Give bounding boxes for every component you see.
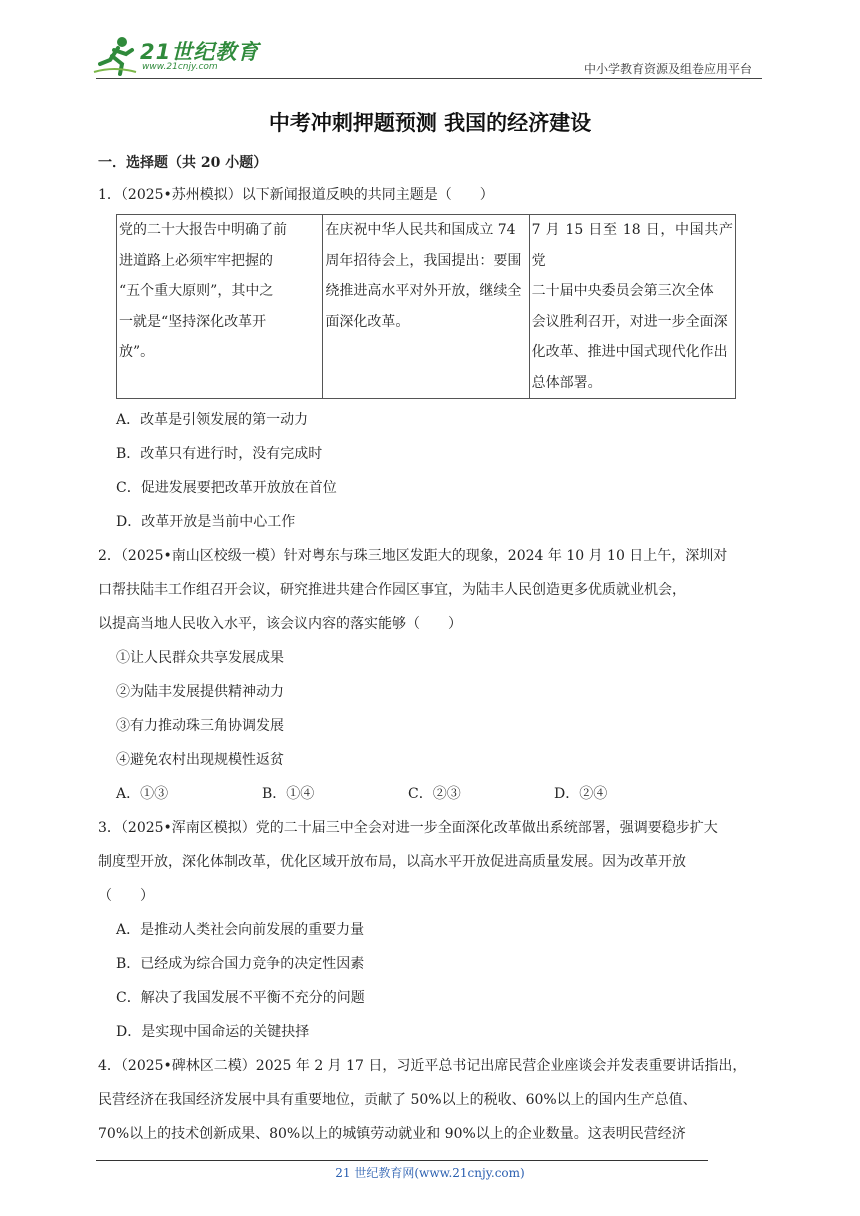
news-cell-3 xyxy=(529,215,735,399)
statement-item: ②为陆丰发展提供精神动力 xyxy=(116,684,284,700)
question-stem-line: 民营经济在我国经济发展中具有重要地位，贡献了 50%以上的税收、60%以上的国内生产总值、 xyxy=(98,1092,697,1108)
option-b[interactable]: B．①④ xyxy=(262,786,315,802)
cell-line: 绕推进高水平对外开放，继续全 xyxy=(325,283,522,299)
question-stem-line: 2．（2025•南山区校级一模）针对粤东与珠三地区发距大的现象，2024 年 10 月 10 日上午，深圳对 xyxy=(98,548,728,564)
page-header xyxy=(0,0,860,82)
option-b[interactable]: B．已经成为综合国力竞争的决定性因素 xyxy=(116,956,365,972)
news-cell-2 xyxy=(323,215,529,399)
cell-line: 进道路上必须牢牢把握的 xyxy=(119,252,273,269)
document-title: 中考冲刺押题预测 我国的经济建设 xyxy=(268,110,592,135)
footer-divider xyxy=(96,1160,708,1161)
option-d[interactable]: D．改革开放是当前中心工作 xyxy=(116,514,296,530)
question-stem-line: 以提高当地人民收入水平，该会议内容的落实能够（ ） xyxy=(98,616,462,632)
choice-row xyxy=(98,777,766,811)
option-b[interactable]: B．改革只有进行时，没有完成时 xyxy=(116,446,323,462)
news-table xyxy=(116,214,736,399)
header-divider xyxy=(96,78,762,79)
cell-line: 7 月 15 日至 18 日，中国共产党 xyxy=(531,222,733,269)
question-1 xyxy=(98,178,766,539)
cell-line: 二十届中央委员会第三次全体 xyxy=(531,283,714,299)
option-d[interactable]: D．是实现中国命运的关键抉择 xyxy=(116,1024,310,1040)
option-a[interactable]: A．是推动人类社会向前发展的重要力量 xyxy=(116,922,365,938)
cell-line: 会议胜利召开，对进一步全面深 xyxy=(531,313,728,330)
cell-line: 面深化改革。 xyxy=(325,313,410,330)
option-a[interactable]: A．①③ xyxy=(116,786,169,802)
logo-url: www.21cnjy.com xyxy=(142,62,218,72)
question-stem-line: 4．（2025•碑林区二模）2025 年 2 月 17 日，习近平总书记出席民营企业座谈会并发表重要讲话指出， xyxy=(98,1058,747,1074)
statement-item: ①让人民群众共享发展成果 xyxy=(116,650,284,666)
question-stem-line: 1．（2025•苏州模拟）以下新闻报道反映的共同主题是（ ） xyxy=(98,187,494,203)
logo xyxy=(92,34,262,78)
runner-logo-icon xyxy=(92,34,138,76)
cell-line: 放”。 xyxy=(119,344,155,360)
option-d[interactable]: D．②④ xyxy=(554,786,608,802)
cell-line: 化改革、推进中国式现代化作出 xyxy=(531,344,728,360)
question-3 xyxy=(98,811,766,1049)
logo-text: 21世纪教育 xyxy=(140,40,260,64)
cell-line: “五个重大原则”，其中之 xyxy=(119,283,274,299)
cell-line: 总体部署。 xyxy=(531,374,602,391)
cell-line: 党的二十大报告中明确了前 xyxy=(119,222,287,238)
option-c[interactable]: C．促进发展要把改革开放放在首位 xyxy=(116,480,337,496)
option-c[interactable]: C．解决了我国发展不平衡不充分的问题 xyxy=(116,990,365,1006)
cell-line: 在庆祝中华人民共和国成立 74 xyxy=(325,222,516,238)
page-footer[interactable]: 21 世纪教育网(www.21cnjy.com) xyxy=(335,1166,525,1180)
cell-line: 周年招待会上，我国提出：要围 xyxy=(325,252,522,269)
question-stem-line: 制度型开放，深化体制改革，优化区域开放布局，以高水平开放促进高质量发展。因为改革开放 xyxy=(98,854,686,870)
cell-line: 一就是“坚持深化改革开 xyxy=(119,313,267,330)
question-4 xyxy=(98,1049,766,1151)
question-stem-line: 口帮扶陆丰工作组召开会议，研究推进共建合作园区事宜，为陆丰人民创造更多优质就业机会， xyxy=(98,582,686,598)
question-2 xyxy=(98,539,766,811)
question-stem-line: （ ） xyxy=(98,888,154,904)
header-platform-text: 中小学教育资源及组卷应用平台 xyxy=(583,62,752,76)
option-a[interactable]: A．改革是引领发展的第一动力 xyxy=(116,412,309,428)
question-stem-line: 70%以上的技术创新成果、80%以上的城镇劳动就业和 90%以上的企业数量。这表明民营经济 xyxy=(98,1126,686,1142)
option-c[interactable]: C．②③ xyxy=(408,786,461,802)
statement-item: ④避免农村出现规模性返贫 xyxy=(116,752,284,768)
questions-body xyxy=(98,178,766,1151)
section-heading: 一．选择题（共 20 小题） xyxy=(98,155,268,171)
statement-item: ③有力推动珠三角协调发展 xyxy=(116,718,284,734)
question-stem-line: 3．（2025•浑南区模拟）党的二十届三中全会对进一步全面深化改革做出系统部署，强调要稳步扩大 xyxy=(98,820,718,836)
news-cell-1 xyxy=(117,215,323,399)
